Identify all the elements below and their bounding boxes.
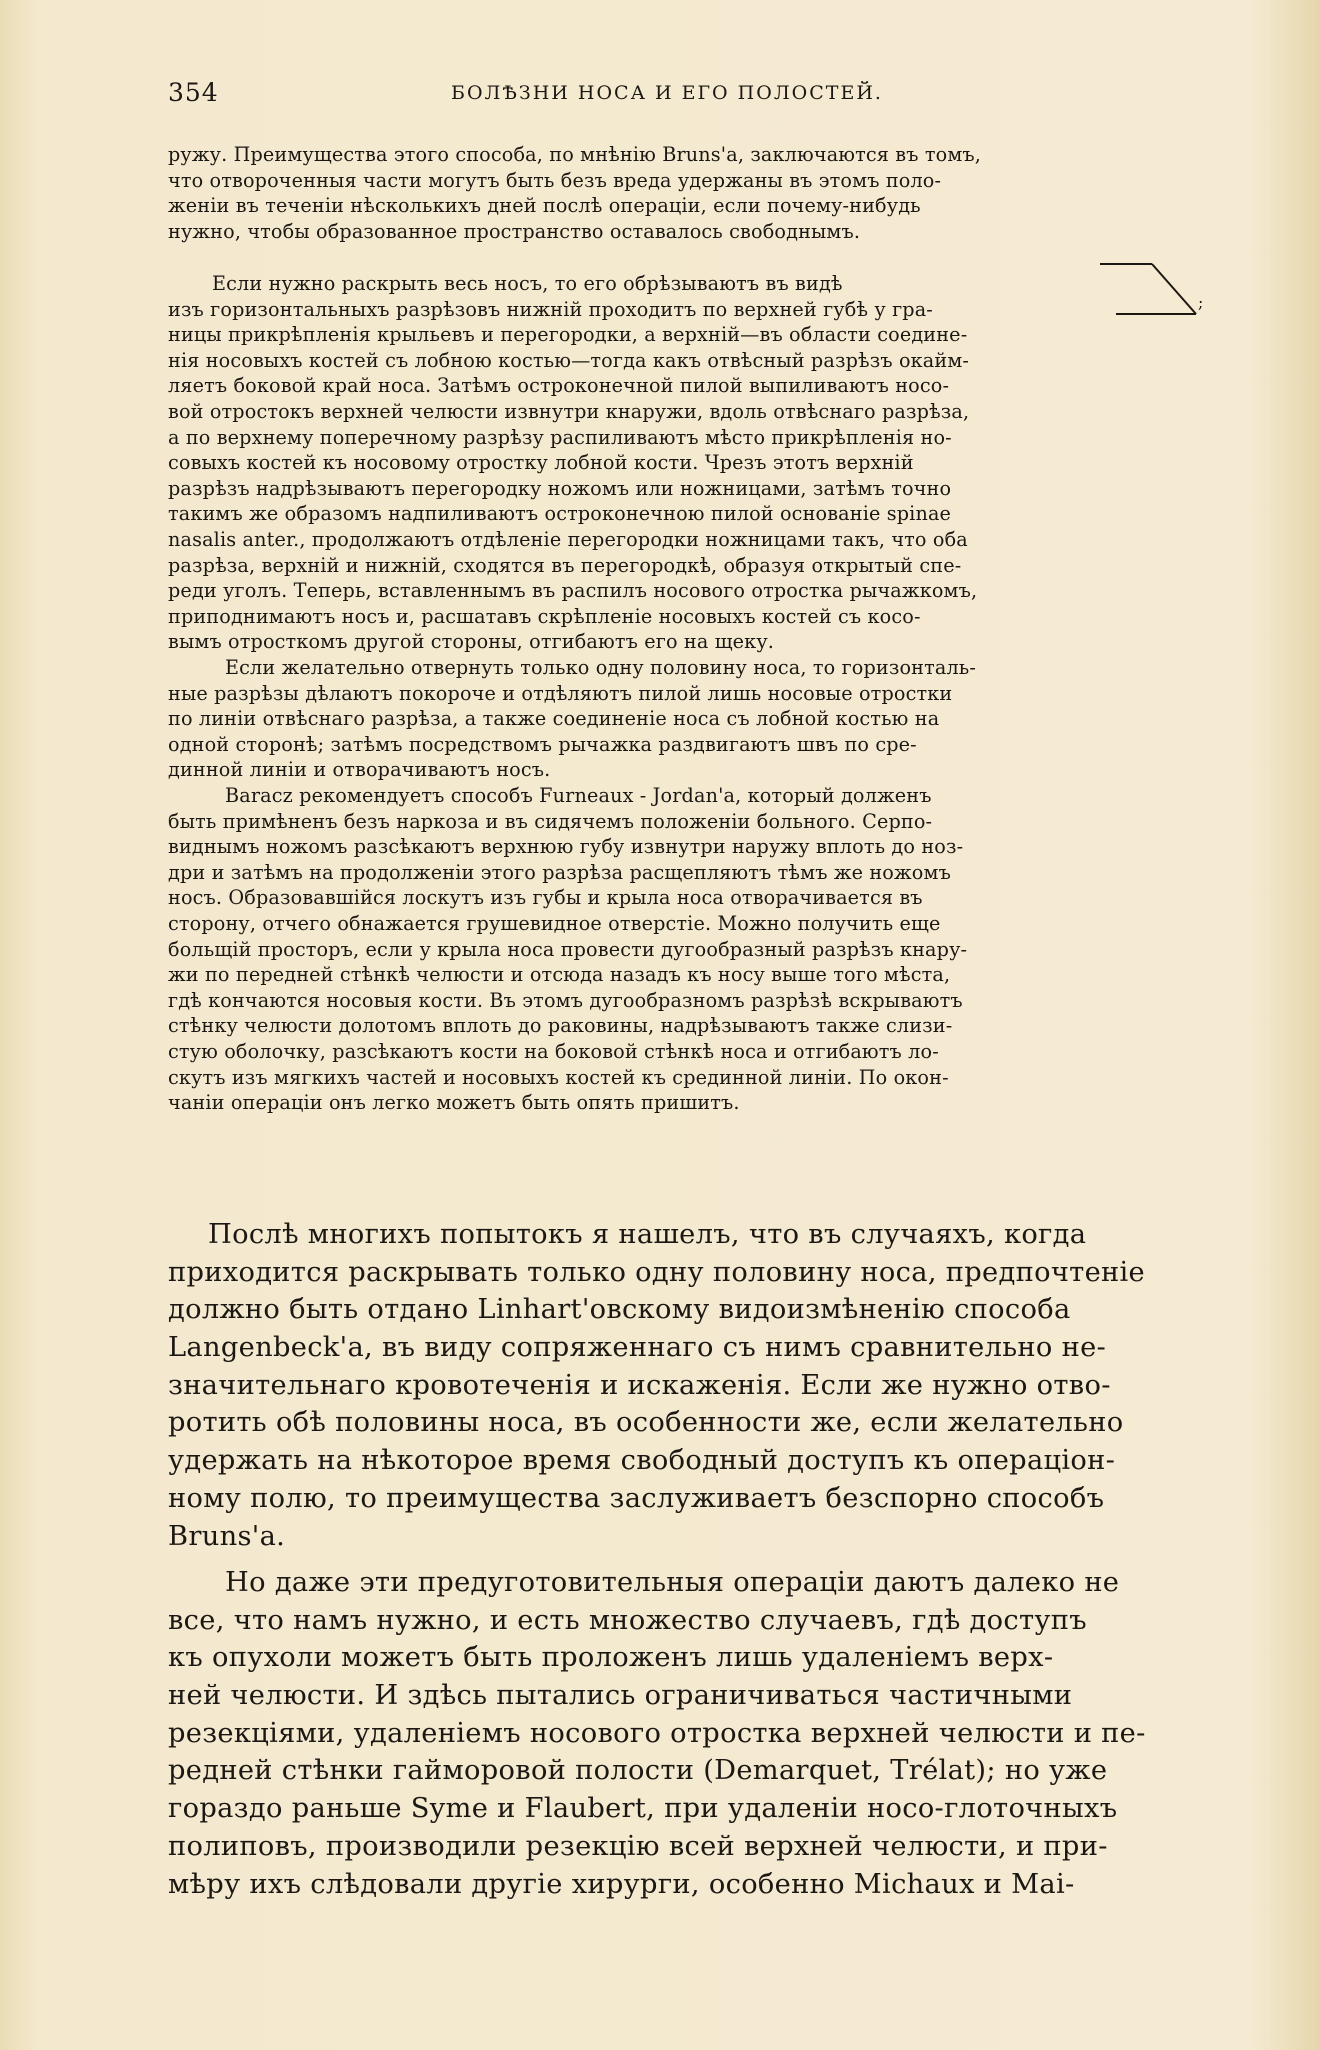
text-line: мѣру ихъ слѣдовали другіе хирурги, особенно Michaux и Mai- [168,1868,1075,1900]
text-line: приподнимаютъ носъ и, расшатавъ скрѣпленіе носовыхъ костей съ косо- [168,604,921,628]
text-line: Bruns'а. [168,1520,286,1552]
large-text-paragraph-2 [168,1564,1218,1903]
text-line: что отвороченныя части могутъ быть безъ вреда удержаны въ этомъ поло- [168,168,942,192]
small-text-block-3 [168,655,1218,783]
text-line: ницы прикрѣпленія крыльевъ и перегородки, а верхній—въ области соедине- [168,323,968,347]
text-line: nasalis anter., продолжаютъ отдѣленіе перегородки ножницами такъ, что оба [168,527,968,551]
text-line: изъ горизонтальныхъ разрѣзовъ нижній проходитъ по верхней губѣ у гра- [168,297,933,321]
text-line: а по верхнему поперечному разрѣзу распиливаютъ мѣсто прикрѣпленія но- [168,425,952,449]
small-text-block-4 [168,783,1218,1116]
small-text-block-2 [168,271,1218,655]
text-line: все, что намъ нужно, и есть множество случаевъ, гдѣ доступъ [168,1604,1087,1636]
text-line: Baracz рекомендуетъ способъ Furneaux - Jordan'а, который долженъ [225,784,932,807]
text-line: удержать на нѣкоторое время свободный доступъ къ операціон- [168,1445,1116,1477]
text-line: виднымъ ножомъ разсѣкаютъ верхнюю губу извнутри наружу вплоть до ноз- [168,835,964,859]
text-line: Если нужно раскрыть весь носъ, то его обрѣзываютъ въ видѣ [212,272,843,295]
svg-text:;: ; [1198,293,1204,312]
text-line: совыхъ костей къ носовому отростку лобной кости. Чрезъ этотъ верхній [168,451,914,475]
text-line: приходится раскрывать только одну половину носа, предпочтеніе [168,1256,1146,1288]
text-line: скутъ изъ мягкихъ частей и носовыхъ костей къ срединной линіи. По окон- [168,1065,949,1089]
text-line: Но даже эти предуготовительныя операціи даютъ далеко не [225,1567,1120,1598]
text-line: къ опухоли можетъ быть проложенъ лишь удаленіемъ верх- [168,1642,1054,1674]
text-line: чаніи операціи онъ легко можетъ быть опять пришитъ. [168,1091,740,1115]
text-line: больщій просторъ, если у крыла носа провести дугообразный разрѣзъ кнару- [168,937,968,961]
text-line: ротить обѣ половины носа, въ особенности же, если желательно [168,1407,1124,1439]
text-line: вымъ отросткомъ другой стороны, отгибаютъ его на щеку. [168,630,775,654]
large-text-paragraph-1 [168,1216,1218,1555]
incision-shape-figure [1096,262,1206,322]
text-line: ляетъ боковой край носа. Затѣмъ остроконечной пилой выпиливаютъ носо- [168,374,950,398]
text-line: нія носовыхъ костей съ лобною костью—тогда какъ отвѣсный разрѣзъ окайм- [168,348,970,372]
text-line: стую оболочку, разсѣкаютъ кости на боковой стѣнкѣ носа и отгибаютъ ло- [168,1039,939,1063]
text-line: носъ. Образовавшійся лоскутъ изъ губы и крыла носа отворачивается въ [168,886,923,910]
text-line: ные разрѣзы дѣлаютъ покороче и отдѣляютъ пилой лишь носовые отростки [168,681,953,705]
text-line: разрѣза, верхній и нижній, сходятся въ перегородкѣ, образуя открытый спе- [168,553,962,577]
text-line: такимъ же образомъ надпиливаютъ остроконечною пилой основаніе spinae [168,502,952,526]
text-line: одной сторонѣ; затѣмъ посредствомъ рычажка раздвигаютъ швъ по сре- [168,732,917,756]
text-line: сторону, отчего обнажается грушевидное отверстіе. Можно получить еще [168,911,941,935]
text-line: гораздо раньше Syme и Flaubert, при удаленіи носо-глоточныхъ [168,1793,1118,1825]
text-line: по линіи отвѣснаго разрѣза, а также соединеніе носа съ лобной костью на [168,707,940,731]
text-line: ному полю, то преимущества заслуживаетъ безспорно способъ [168,1482,1105,1514]
text-line: стѣнку челюсти долотомъ вплоть до раковины, надрѣзываютъ также слизи- [168,1014,953,1038]
text-line: ружу. Преимущества этого способа, по мнѣнію Bruns'а, заключаются въ томъ, [168,143,982,166]
text-line: должно быть отдано Linhart'овскому видоизмѣненію способа [168,1294,1071,1326]
text-line: полиповъ, производили резекцію всей верхней челюсти, и при- [168,1830,1108,1862]
text-line: Если желательно отвернуть только одну половину носа, то горизонталь- [225,656,977,679]
text-line: гдѣ кончаются носовыя кости. Въ этомъ дугообразномъ разрѣзѣ вскрываютъ [168,988,963,1012]
text-line: дри и затѣмъ на продолженіи этого разрѣза расщепляютъ тѣмъ же ножомъ [168,860,951,884]
text-line: динной линіи и отворачиваютъ носъ. [168,758,551,782]
text-line: вой отростокъ верхней челюсти извнутри кнаружи, вдоль отвѣснаго разрѣза, [168,399,970,423]
page-header [168,78,1218,112]
text-line: Послѣ многихъ попытокъ я нашелъ, что въ случаяхъ, когда [208,1219,1087,1250]
text-line: резекціями, удаленіемъ носового отростка верхней челюсти и пе- [168,1717,1146,1749]
small-text-block-1 [168,142,1218,244]
text-line: Langenbeck'а, въ виду сопряженнаго съ нимъ сравнительно не- [168,1332,1107,1364]
text-line: разрѣзъ надрѣзываютъ перегородку ножомъ или ножницами, затѣмъ точно [168,476,952,500]
text-line: реди уголъ. Теперь, вставленнымъ въ распилъ носового отростка рычажкомъ, [168,579,978,603]
page-number: 354 [168,78,219,107]
text-line: женіи въ теченіи нѣсколькихъ дней послѣ операціи, если почему-нибудь [168,194,921,218]
running-title: БОЛѢЗНИ НОСА И ЕГО ПОЛОСТЕЙ. [451,82,883,104]
text-line: нужно, чтобы образованное пространство оставалось свободнымъ. [168,219,861,243]
text-line: редней стѣнки гайморовой полости (Demarquet, Trélat); но уже [168,1755,1108,1787]
text-line: жи по передней стѣнкѣ челюсти и отсюда назадъ къ носу выше того мѣста, [168,963,951,987]
text-line: значительнаго кровотеченія и искаженія. Если же нужно отво- [168,1369,1111,1401]
text-line: ней челюсти. И здѣсь пытались ограничиваться частичными [168,1680,1073,1712]
text-line: быть примѣненъ безъ наркоза и въ сидячемъ положеніи больного. Серпо- [168,809,933,833]
